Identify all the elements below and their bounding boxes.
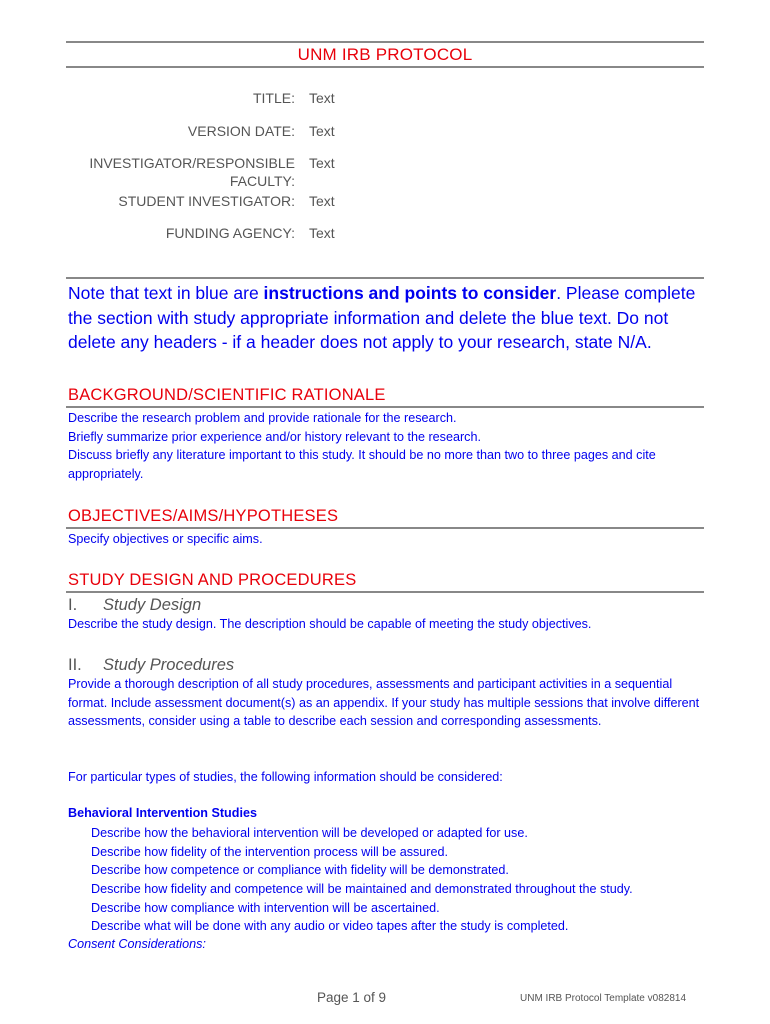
field-value-investigator: Text (309, 155, 335, 171)
behavioral-item: Describe how the behavioral intervention will be developed or adapted for use. (91, 826, 528, 840)
behavioral-item: Describe how fidelity and competence will be maintained and demonstrated throughout the study. (91, 882, 633, 896)
note-prefix: Note that text in blue are (68, 283, 264, 303)
behavioral-item: Describe how competence or compliance with fidelity will be demonstrated. (91, 863, 509, 877)
field-label-funding-agency: FUNDING AGENCY: (165, 225, 295, 241)
background-rule (66, 406, 704, 408)
template-version: UNM IRB Protocol Template v082814 (520, 993, 687, 1004)
title-rule (66, 66, 704, 68)
section-heading-background: BACKGROUND/SCIENTIFIC RATIONALE (68, 386, 386, 404)
field-value-version-date: Text (309, 123, 335, 139)
behavioral-item: Describe what will be done with any audio or video tapes after the study is completed. (91, 919, 569, 933)
subheading-title: Study Procedures (103, 656, 235, 674)
study-design-text: Describe the study design. The description should be capable of meeting the study objectives. (68, 617, 592, 631)
objectives-text: Specify objectives or specific aims. (68, 532, 263, 546)
behavioral-heading: Behavioral Intervention Studies (68, 806, 257, 820)
field-value-student-investigator: Text (309, 193, 335, 209)
subheading-study-procedures (68, 656, 234, 675)
background-line-3: Discuss briefly any literature important to this study. It should be no more than two to three pages and cite appropriately. (68, 448, 656, 481)
field-label-investigator: INVESTIGATOR/RESPONSIBLE FACULTY: (89, 155, 295, 189)
subheading-number: II. (68, 656, 82, 674)
behavioral-item: Describe how fidelity of the intervention process will be assured. (91, 845, 448, 859)
instruction-note (68, 281, 708, 355)
behavioral-item: Describe how compliance with intervention will be ascertained. (91, 901, 440, 915)
field-value-funding-agency: Text (309, 225, 335, 241)
consent-considerations-heading: Consent Considerations: (68, 937, 206, 951)
section-heading-objectives: OBJECTIVES/AIMS/HYPOTHESES (68, 507, 339, 525)
section-heading-study-design: STUDY DESIGN AND PROCEDURES (68, 571, 357, 589)
note-rule (66, 277, 704, 279)
note-suffix: . Please complete the section with study appropriate information and delete the blue text. Do not delete any headers - if a header does not apply to your research, state N/A. (68, 283, 696, 352)
field-label-student-investigator: STUDENT INVESTIGATOR: (118, 193, 295, 209)
subheading-title: Study Design (103, 596, 202, 614)
study-design-rule (66, 591, 704, 593)
particular-studies-text: For particular types of studies, the following information should be considered: (68, 770, 503, 784)
top-rule (66, 41, 704, 43)
field-label-title: TITLE: (252, 90, 295, 106)
note-bold: instructions and points to consider (263, 283, 557, 303)
document-title: UNM IRB PROTOCOL (297, 45, 473, 64)
page-number: Page 1 of 9 (317, 990, 387, 1005)
study-procedures-text: Provide a thorough description of all study procedures, assessments and participant activities in a sequential format. Include assessment document(s) as an appendix. If your study has multiple sessions that involve different assessments, consider using a table to describe each session and corresponding assessments. (68, 677, 700, 729)
background-line-1: Describe the research problem and provide rationale for the research. (68, 411, 457, 425)
field-value-title: Text (309, 90, 335, 106)
subheading-study-design (68, 596, 201, 615)
field-label-version-date: VERSION DATE: (187, 123, 295, 139)
background-line-2: Briefly summarize prior experience and/or history relevant to the research. (68, 430, 481, 444)
objectives-rule (66, 527, 704, 529)
subheading-number: I. (68, 596, 78, 614)
